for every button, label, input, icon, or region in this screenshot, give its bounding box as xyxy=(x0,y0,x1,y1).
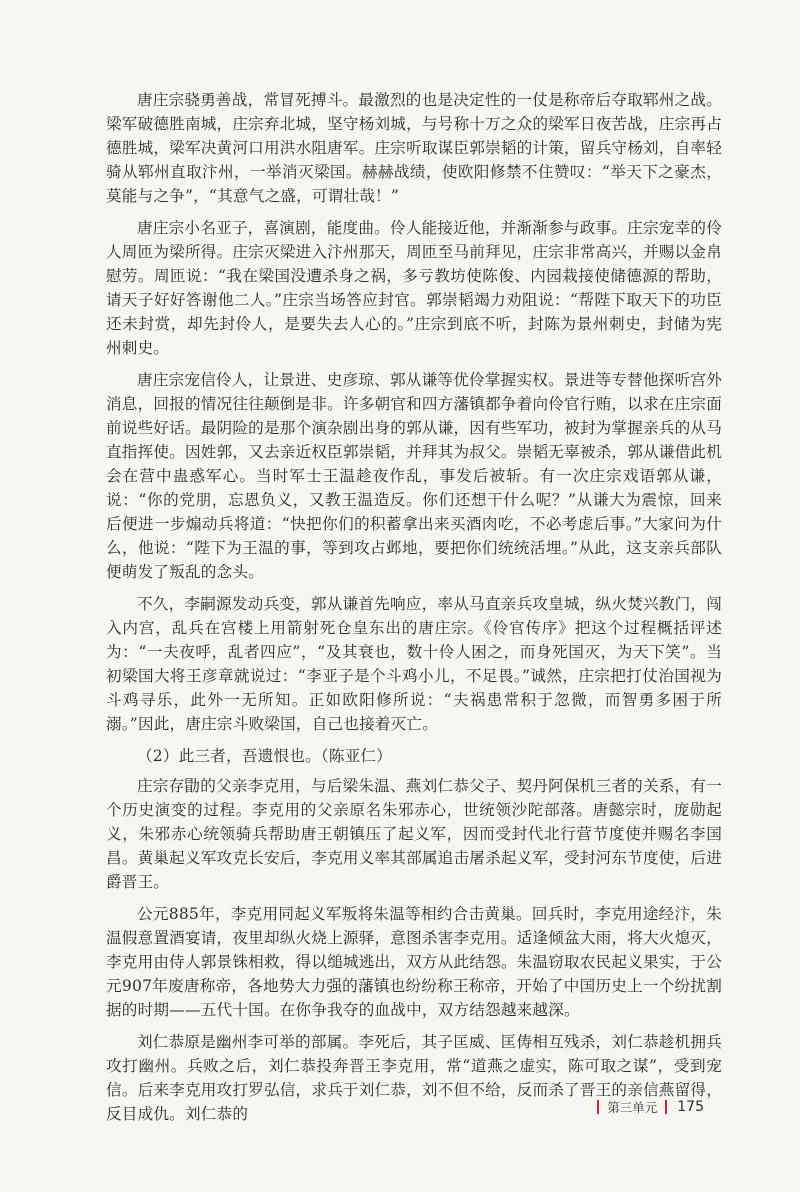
section-heading: （2）此三者，吾遗恨也。（陈亚仁） xyxy=(137,747,393,765)
paragraph-4: 不久，李嗣源发动兵变，郭从谦首先响应，率从马直亲兵攻皇城，纵火焚兴教门，闯入内宫，乱兵在宫楼上用箭射死仓皇东出的唐庄宗。《伶官传序》把这个过程概括评述为：“一夫夜呼，乱者四应”，“及其衰也，数十伶人困之，而身死国灭，为天下笑”。当初梁国大将王彦章就说过：“李亚子是个斗鸡小儿，不足畏。”诚然，庄宗把打仗治国视为斗鸡寻乐，此外一无所知。正如欧阳修所说：“夫祸患常积于忽微，而智勇多困于所溺。”因此，唐庄宗斗败梁国，自己也接着灭亡。 xyxy=(106,595,722,733)
paragraph-5: 庄宗存勖的父亲李克用，与后梁朱温、燕刘仁恭父子、契丹阿保机三者的关系，有一个历史演变的过程。李克用的父亲原名朱邪赤心，世统领沙陀部落。唐懿宗时，庞勋起义，朱邪赤心统领骑兵帮助唐王朝镇压了起义军，因而受封代北行营节度使并赐名李国昌。黄巢起义军攻克长安后，李克用义率其部属追击屠杀起义军，受封河东节度使，后进爵晋王。 xyxy=(106,777,722,891)
paragraph-2: 唐庄宗小名亚子，喜演剧，能度曲。伶人能接近他，并渐渐参与政事。庄宗宠幸的伶人周匝为梁所得。庄宗灭梁进入汴州那天，周匝至马前拜见，庄宗非常高兴，并赐以金帛慰劳。周匝说：“我在梁国没遭杀身之祸，多亏教坊使陈俊、内园栽接使储德源的帮助，请天子好好答谢他二人。”庄宗当场答应封官。郭崇韬竭力劝阻说：“帮陛下取天下的功臣还未封赏，却先封伶人，是要失去人心的。”庄宗到底不听，封陈为景州刺史，封储为宪州刺史。 xyxy=(106,219,722,357)
page-number: 175 xyxy=(677,1099,704,1115)
paragraph-3: 唐庄宗宠信伶人，让景进、史彦琼、郭从谦等优伶掌握实权。景进等专替他探听宫外消息，回报的情况往往颠倒是非。许多朝官和四方藩镇都争着向伶官行贿，以求在庄宗面前说些好话。最阴险的是那个演杂剧出身的郭从谦，因有些军功，被封为掌握亲兵的从马直指挥使。因姓郭，又去亲近权臣郭崇韬，并拜其为叔父。崇韬无辜被杀，郭从谦借此机会在营中蛊惑军心。当时军士王温趁夜作乱，事发后被斩。有一次庄宗戏语郭从谦，说：“你的党朋，忘恩负义，又教王温造反。你们还想干什么呢？”从谦大为震惊，回来后便进一步煽动兵将道：“快把你们的积蓄拿出来买酒肉吃，不必考虑后事。”大家问为什么，他说：“陛下为王温的事，等到攻占邺地，要把你们统统活埋。”从此，这支亲兵部队便萌发了叛乱的念头。 xyxy=(106,371,722,581)
text-body xyxy=(106,88,722,1134)
paragraph-7: 刘仁恭原是幽州李可举的部属。李死后，其子匡威、匡俦相互残杀，刘仁恭趁机拥兵攻打幽州。兵败之后，刘仁恭投奔晋王李克用，常“道燕之虚实，陈可取之谋”，受到宠信。后来李克用攻打罗弘信，求兵于刘仁恭，刘不但不给，反而杀了晋王的亲信燕留得，反目成仇。刘仁恭的 xyxy=(106,1033,722,1123)
page-footer xyxy=(597,1098,704,1116)
paragraph-6: 公元885年，李克用同起义军叛将朱温等相约合击黄巢。回兵时，李克用途经汴，朱温假意置酒宴请，夜里却纵火烧上源驿，意图杀害李克用。适逢倾盆大雨，将大火熄灭，李克用由侍人郭景铢相救，得以缒城逃出，双方从此结怨。朱温窃取农民起义果实，于公元907年废唐称帝，各地势大力强的藩镇也纷纷称王称帝，开始了中国历史上一个纷扰割据的时期——五代十国。在你争我夺的血战中，双方结怨越来越深。 xyxy=(106,905,722,1019)
paragraph-1: 唐庄宗骁勇善战，常冒死搏斗。最激烈的也是决定性的一仗是称帝后夺取郓州之战。梁军破德胜南城，庄宗弃北城，坚守杨刘城，与号称十万之众的梁军日夜苦战，庄宗再占德胜城，梁军决黄河口用洪水阻唐军。庄宗听取谋臣郭崇韬的计策，留兵守杨刘，自率轻骑从郓州直取汴州，一举消灭梁国。赫赫战绩，使欧阳修禁不住赞叹：“举天下之豪杰，莫能与之争”，“其意气之盛，可谓壮哉！” xyxy=(106,91,722,205)
footer-left-bar xyxy=(597,1100,599,1114)
footer-right-bar xyxy=(665,1100,667,1114)
unit-label: 第三单元 xyxy=(607,1100,658,1115)
